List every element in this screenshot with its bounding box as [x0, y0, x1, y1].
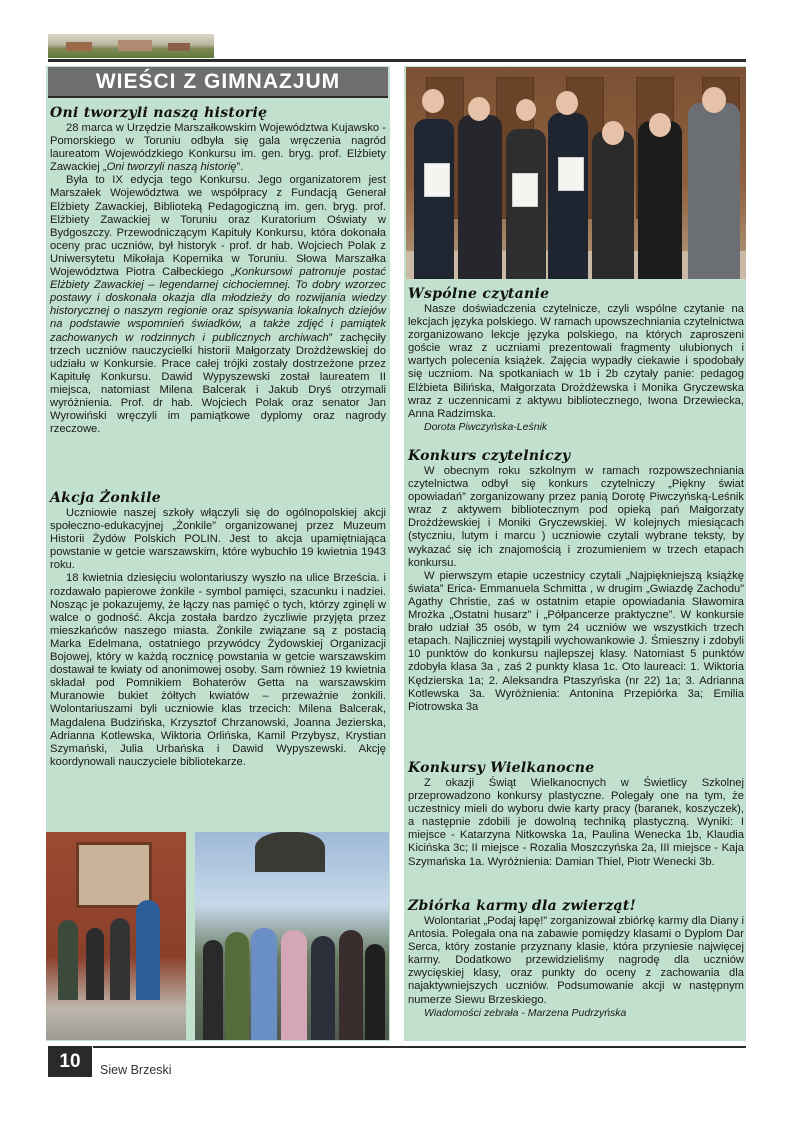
person-shape	[414, 119, 454, 279]
article-zbiorka-karmy	[408, 898, 744, 1019]
head-shape	[422, 89, 444, 113]
article-heading: Wspólne czytanie	[408, 286, 550, 302]
article-signature: Dorota Piwczyńska-Leśnik	[424, 420, 548, 433]
photo-volunteers-at-monument	[195, 832, 389, 1040]
person-shape	[688, 103, 740, 279]
article-paragraph: W pierwszym etapie uczestnicy czytali „Najpiękniejszą książkę świata” Erica- Emmanuela Schmitta , w drugim „Gwiazdę Zachodu” Agathy Christie, zaś w ostatnim etapie opowiadania Sławomira Mrożka „Ostatni husarz” i „Półpancerze praktyczne”. W konkursie brało udział 35 osób, w tym 24 uczniów we wszystkich trzech etapach. Najliczniej wystąpili wychowankowie J. Śmieszny i zdobyli 10 punktów do konkursu najlepszej klasy. Natomiast 5 punktów zdobyła klasa 3a , zaś 2 punkty klasa 1c. Oto laureaci: 1. Wiktoria Kędzierska 1a; 2. Aleksandra Ptaszyńska (nr 22) 1a; 3. Adrianna Kotlewska 3a. Wyróżnienia: Antonina Przepiórka 3a; Emilia Piotrowska 3a	[408, 569, 744, 713]
house-shape	[168, 43, 190, 51]
article-paragraph: 18 kwietnia dziesięciu wolontariuszy wyszło na ulice Brześcia. i rozdawało papierowe żonkile - symbol pamięci, szacunku i nadziei. Nosząc je pokazujemy, że łączy nas pamięć o tych, którzy zginęli w walce o godność. Akcja została bardzo życzliwie przyjęta przez mieszkańców naszego miasta. Żonkile związane są z postacią Marka Edelmana, ostatniego przywódcy Żydowskiej Organizacji Bojowej, który w każdą rocznicę powstania w getcie warszawskim dostawał te kwiaty od anonimowej osoby. Sam również 19 kwietnia składał pod Pomnikiem Bohaterów Getta na warszawskim Muranowie bukiet żółtych kwiatów – przeważnie żonkili. Wolontariuszami byli uczniowie klas trzecich: Milena Balcerak, Magdalena Budzińska, Krzysztof Chrzanowski, Joanna Jezierska, Adrianna Kotlewska, Wiktoria Orlińska, Kamil Przybysz, Krystian Szymański, Julia Urbańska i Dawid Wypyszewski. Akcję koordynowali nauczyciele bibliotekarze.	[50, 572, 386, 768]
article-konkurs-czytelniczy	[408, 448, 744, 714]
article-heading: Akcja Żonkile	[50, 490, 161, 506]
article-paragraph: Nasze doświadczenia czytelnicze, czyli wspólne czytanie na lekcjach języka polskiego. W ramach upowszechniania czytelnictwa zorganizowano lekcje języka polskiego, na których zaproszeni goście wraz z uczniami prezentowali fragmenty ulubionych i wartych polecenia książek. Zajęcia wypadły ciekawie i spodobały się uczniom. Na spotkaniach w 1b i 2b czytały panie: pedagog Elżbieta Bilińska, Małgorzata Drożdżewska i Monika Gryczewska wraz z uczennicami z aktywu bibliotecznego, Iwona Drzewiecka, Anna Radzimska.	[408, 303, 744, 420]
person-shape	[58, 920, 78, 1000]
person-shape	[592, 131, 634, 279]
article-akcja-zonkile	[50, 490, 386, 769]
header-rule	[48, 59, 746, 62]
person-shape	[225, 932, 249, 1040]
article-heading: Zbiórka karmy dla zwierząt!	[408, 898, 637, 914]
head-shape	[649, 113, 671, 137]
diploma-shape	[512, 173, 538, 207]
article-heading: Konkurs czytelniczy	[408, 448, 571, 464]
person-shape	[638, 121, 682, 279]
person-shape	[281, 930, 307, 1040]
person-shape	[339, 930, 363, 1040]
article-signature: Wiadomości zebrała - Marzena Pudrzyńska	[424, 1006, 627, 1019]
head-shape	[556, 91, 578, 115]
article-paragraph: 28 marca w Urzędzie Marszałkowskim Województwa Kujawsko - Pomorskiego w Toruniu odbyła się gala wręczenia nagród laureatom Wojewódzkiego Konkursu im. gen. bryg. prof. Elżbiety Zawackiej „Oni tworzyli naszą historię”.	[50, 122, 386, 174]
article-paragraph: Była to IX edycja tego Konkursu. Jego organizatorem jest Marszałek Województwa we współpracy z Fundacją Generał Elżbiety Zawackiej, Biblioteką Pedagogiczną im. gen. bryg. prof. Elżbiety Zawackiej w Toruniu oraz Kuratorium Oświaty w Bydgoszczy. Przewodniczącym Kapituły Konkursu, która dokonała oceny prac uczniów, był historyk - prof. dr hab. Wojciech Polak z Uniwersytetu Mikołaja Kopernika w Toruniu. Słowa Marszałka Województwa Piotra Całbeckiego „Konkursowi patronuje postać Elżbiety Zawackiej – legendarnej cichociemnej. To dobry wzorzec postawy i doskonała okazja dla młodzieży do rozwijania wiedzy historycznej o naszym regionie oraz spisywania lokalnych dziejów na podstawie wspomnień świadków, a także zdjęć i pamiątek zachowanych w rodzinnych i publicznych archiwach” zachęciły trzech uczniów nauczycielki historii Małgorzaty Drożdżewskiej do udziału w Konkursie. Prace całej trójki zostały dostrzeżone przez Kapitułę Konkursu. Dawid Wypyszewski został laureatem II miejsca, natomiast Milena Balcerak i Jakub Dryś otrzymali wyróżnienia. Prof. dr hab. Wojciech Polak oraz senator Jan Wyrowiński wręczyli im pamiątkowe dyplomy oraz nagrody rzeczowe.	[50, 174, 386, 436]
head-shape	[602, 121, 624, 145]
section-title: WIEŚCI Z GIMNAZJUM	[48, 67, 388, 98]
article-paragraph: W obecnym roku szkolnym w ramach rozpowszechniania czytelnictwa odbył się konkurs czytelniczy „Piękny świat opowiadań” zorganizowany przez panią Dorotę Piwczyńską-Leśnik wraz z aktywem bibliotecznym pod opieką pań Małgorzaty Drożdżewskiej i Moniki Gryczewskiej. W kolejnych miesiącach (styczniu, lutym i marcu ) uczniowie czytali wybrane teksty, by wykazać się ich znajomością i zrozumieniem w trzech etapach konkursu.	[408, 465, 744, 569]
head-shape	[468, 97, 490, 121]
person-shape	[365, 944, 385, 1040]
house-shape	[66, 42, 92, 51]
diploma-shape	[424, 163, 450, 197]
person-shape	[110, 918, 130, 1000]
person-shape	[311, 936, 335, 1040]
photo-award-ceremony	[406, 67, 746, 279]
monument-shape	[255, 832, 325, 872]
diploma-shape	[558, 157, 584, 191]
article-oni-tworzyli	[50, 105, 386, 436]
footer-rule	[93, 1046, 746, 1048]
head-shape	[702, 87, 726, 113]
article-paragraph: Z okazji Świąt Wielkanocnych w Świetlicy Szkolnej przeprowadzono konkursy plastyczne. Polegały one na tym, że uczestnicy mieli do wyboru dwie karty pracy (baranek, koszyczek), a następnie zdobili je dowolną techniką plastyczną. Wyniki: I miejsce - Katarzyna Nitkowska 1a, Paulina Wenecka 1b, Klaudia Kicińska 3c; II miejsce - Rozalia Moszczyńska 2a, III miejsce - Kaja Szymańska 1a. Wyróżnienia: Damian Thiel, Piotr Wenecki 3b.	[408, 777, 744, 868]
magazine-name: Siew Brzeski	[100, 1063, 172, 1077]
head-shape	[516, 99, 536, 121]
person-shape	[86, 928, 104, 1000]
house-shape	[118, 40, 152, 51]
article-paragraph: Wolontariat „Podaj łapę!” zorganizował zbiórkę karmy dla Diany i Antosia. Polegała ona na zabawie pomiędzy klasami o Dyplom Dar Serca, który zostanie przyznany klasie, która przyniesie najwięcej karmy. Dodatkowo przewidzieliśmy nagrodę dla uczniów zwycięskiej klasy, oraz punkty do oceny z zachowania dla najaktywniejszych uczniów. Podsumowanie akcji w następnym numerze Siewu Brzeskiego.	[408, 915, 744, 1006]
person-shape	[203, 940, 223, 1040]
article-wspolne-czytanie	[408, 286, 744, 433]
person-shape	[251, 928, 277, 1040]
window-shape	[76, 842, 152, 908]
person-shape	[548, 113, 588, 279]
article-paragraph: Uczniowie naszej szkoły włączyli się do ogólnopolskiej akcji społeczno-edukacyjnej „Żonkile” organizowanej przez Muzeum Historii Żydów Polskich POLIN. Jest to akcja upamiętniająca powstanie w getcie warszawskim, które wybuchło 19 kwietnia 1943 roku.	[50, 507, 386, 572]
person-shape	[458, 115, 502, 279]
header-town-photo	[48, 34, 214, 58]
article-heading: Oni tworzyli naszą historię	[50, 105, 268, 121]
article-konkursy-wielkanocne	[408, 760, 744, 869]
photo-students-at-school-entrance	[46, 832, 186, 1040]
article-heading: Konkursy Wielkanocne	[408, 760, 595, 776]
person-shape	[136, 900, 160, 1000]
page-number: 10	[48, 1046, 92, 1077]
